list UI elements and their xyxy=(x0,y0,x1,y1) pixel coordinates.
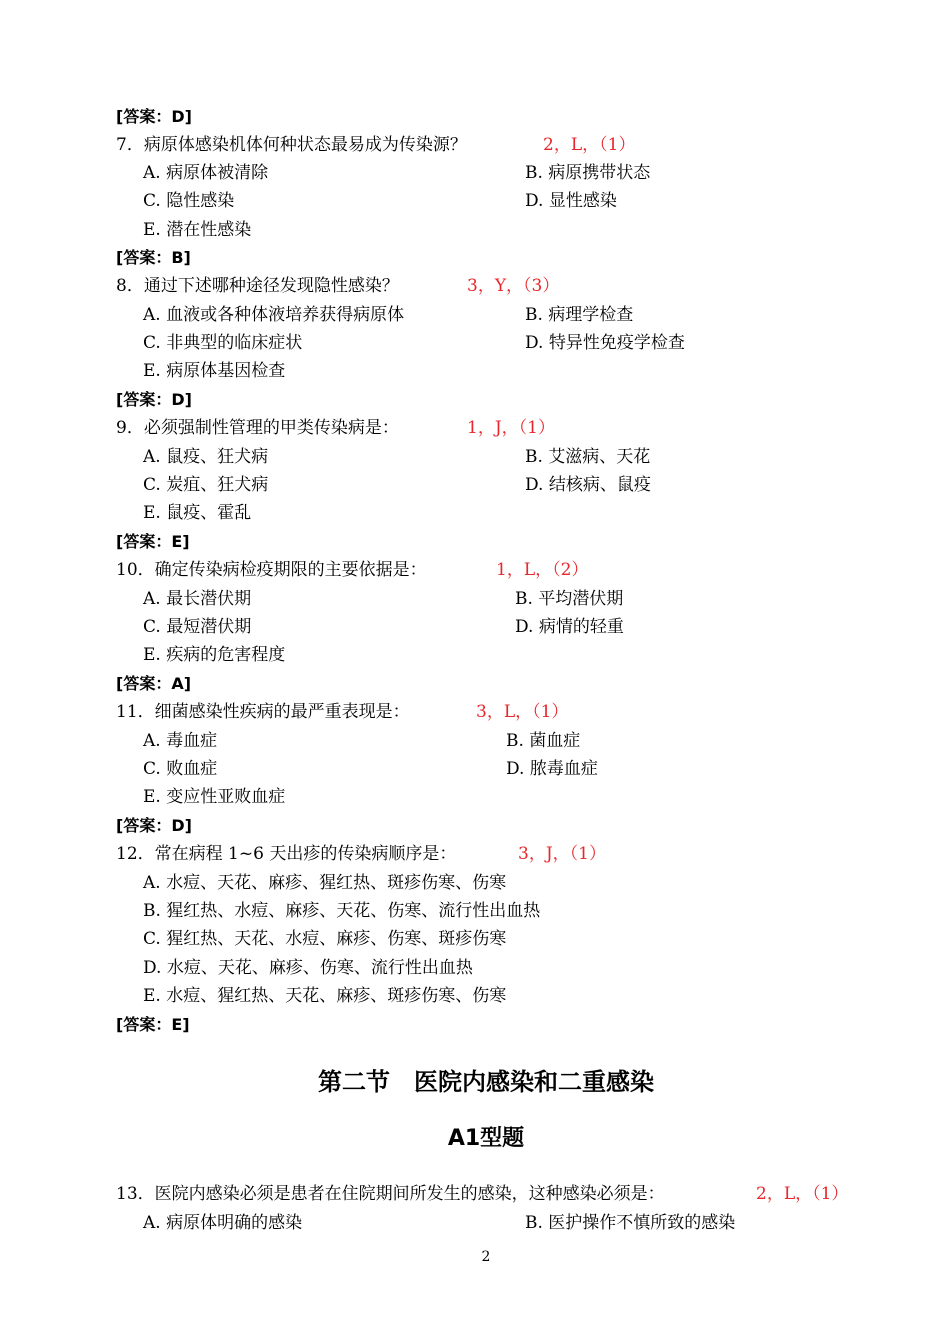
question-13-option-a: A. 病原体明确的感染 xyxy=(143,1213,303,1233)
question-7-option-e: E. 潜在性感染 xyxy=(143,220,252,240)
question-11-tag: 3，L，（1） xyxy=(476,702,569,722)
question-13-option-b: B. 医护操作不慎所致的感染 xyxy=(525,1213,736,1233)
question-12-option-d: D. 水痘、天花、麻疹、伤寒、流行性出血热 xyxy=(143,958,473,978)
question-9-tag: 1，J，（1） xyxy=(467,418,555,438)
section-title: 第二节 医院内感染和二重感染 xyxy=(318,1068,654,1096)
question-7-option-a: A. 病原体被清除 xyxy=(143,163,269,183)
question-10-answer: [答案：A] xyxy=(116,674,192,693)
question-11-option-a: A. 毒血症 xyxy=(143,731,218,751)
question-12-option-e: E. 水痘、猩红热、天花、麻疹、斑疹伤寒、伤寒 xyxy=(143,986,507,1006)
question-11-option-b: B. 菌血症 xyxy=(506,731,581,751)
question-12-option-c: C. 猩红热、天花、水痘、麻疹、伤寒、斑疹伤寒 xyxy=(143,929,507,949)
question-7-option-d: D. 显性感染 xyxy=(525,191,617,211)
question-8-option-b: B. 病理学检查 xyxy=(525,305,634,325)
question-9-option-a: A. 鼠疫、狂犬病 xyxy=(143,447,269,467)
question-12-stem: 12．常在病程 1~6 天出疹的传染病顺序是： xyxy=(116,844,457,864)
question-7-tag: 2，L，（1） xyxy=(543,135,636,155)
question-8-option-c: C. 非典型的临床症状 xyxy=(143,333,303,353)
question-10-option-a: A. 最长潜伏期 xyxy=(143,589,252,609)
question-10-option-b: B. 平均潜伏期 xyxy=(515,589,624,609)
question-10-tag: 1，L，（2） xyxy=(496,560,589,580)
question-12-answer: [答案：E] xyxy=(116,1015,190,1034)
question-12-option-a: A. 水痘、天花、麻疹、猩红热、斑疹伤寒、伤寒 xyxy=(143,873,507,893)
answer-label: [答案：D] xyxy=(116,107,192,126)
question-10-option-c: C. 最短潜伏期 xyxy=(143,617,252,637)
question-8-stem: 8．通过下述哪种途径发现隐性感染？ xyxy=(116,276,399,296)
page-number: 2 xyxy=(481,1249,491,1265)
question-9-option-e: E. 鼠疫、霍乱 xyxy=(143,503,252,523)
question-9-option-c: C. 炭疽、狂犬病 xyxy=(143,475,269,495)
question-10-option-d: D. 病情的轻重 xyxy=(515,617,624,637)
question-10-option-e: E. 疾病的危害程度 xyxy=(143,645,286,665)
question-8-option-e: E. 病原体基因检查 xyxy=(143,361,286,381)
question-13-stem: 13．医院内感染必须是患者在住院期间所发生的感染，这种感染必须是： xyxy=(116,1184,665,1204)
question-8-option-a: A. 血液或各种体液培养获得病原体 xyxy=(143,305,405,325)
question-12-option-b: B. 猩红热、水痘、麻疹、天花、伤寒、流行性出血热 xyxy=(143,901,541,921)
question-10-stem: 10．确定传染病检疫期限的主要依据是： xyxy=(116,560,427,580)
question-8-option-d: D. 特异性免疫学检查 xyxy=(525,333,685,353)
subsection-title: A1型题 xyxy=(447,1126,525,1151)
question-7-option-b: B. 病原携带状态 xyxy=(525,163,651,183)
question-7-stem: 7．病原体感染机体何种状态最易成为传染源？ xyxy=(116,135,467,155)
question-11-option-c: C. 败血症 xyxy=(143,759,218,779)
question-9-option-b: B. 艾滋病、天花 xyxy=(525,447,651,467)
question-13-tag: 2，L，（1） xyxy=(756,1184,849,1204)
question-12-tag: 3，J，（1） xyxy=(518,844,606,864)
question-7-option-c: C. 隐性感染 xyxy=(143,191,235,211)
question-8-answer: [答案：D] xyxy=(116,390,192,409)
question-7-answer: [答案：B] xyxy=(116,248,191,267)
question-8-tag: 3，Y，（3） xyxy=(467,276,560,296)
question-11-option-e: E. 变应性亚败血症 xyxy=(143,787,286,807)
question-11-option-d: D. 脓毒血症 xyxy=(506,759,598,779)
question-9-stem: 9．必须强制性管理的甲类传染病是： xyxy=(116,418,399,438)
question-11-stem: 11．细菌感染性疾病的最严重表现是： xyxy=(116,702,410,722)
question-11-answer: [答案：D] xyxy=(116,816,192,835)
question-9-answer: [答案：E] xyxy=(116,532,190,551)
question-9-option-d: D. 结核病、鼠疫 xyxy=(525,475,651,495)
